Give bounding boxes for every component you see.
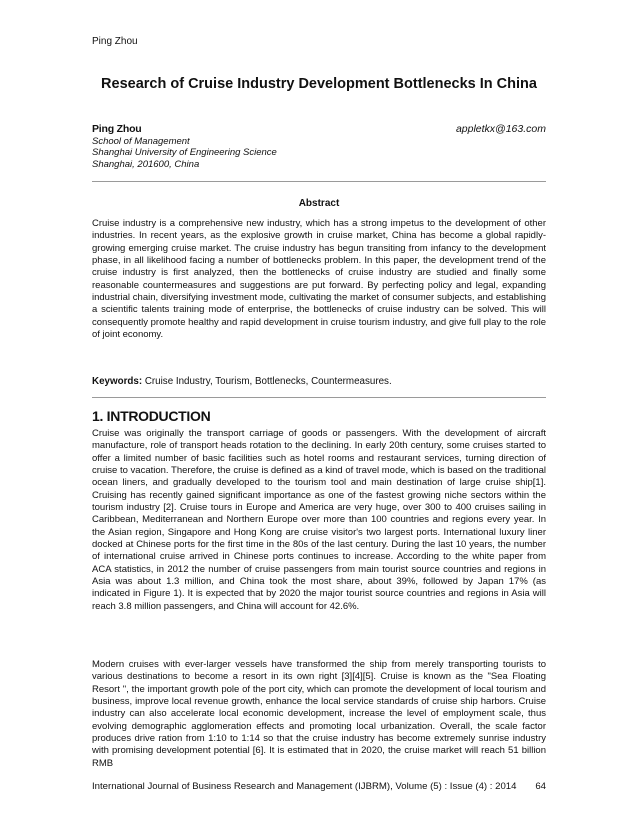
divider <box>92 181 546 182</box>
keywords <box>92 376 546 387</box>
affiliation-line: Shanghai University of Engineering Science <box>92 147 277 158</box>
page-number: 64 <box>535 781 546 792</box>
footer-journal: International Journal of Business Research and Management (IJBRM), Volume (5) : Issue (4) : 2014 <box>92 781 517 792</box>
paper-title: Research of Cruise Industry Development Bottlenecks In China <box>101 76 537 92</box>
divider <box>92 397 546 398</box>
affiliation-line: Shanghai, 201600, China <box>92 158 200 170</box>
abstract-text: Cruise industry is a comprehensive new industry, which has a strong impetus to the development of other industries. In recent years, as the explosive growth in cruise market, China has become a global rapidly-growing emerging cruise market. The cruise industry has begun transiting from infancy to the development phase, in all likelihood facing a number of bottlenecks problem. In this paper, the development trend of the cruise industry is first analyzed, then the bottlenecks of cruise industry are studied and finally some reasonable countermeasures and suggestions are put forward. By perfecting policy and legal, expanding industrial chain, diversifying investment mode, cultivating the market of consumer subjects, and establishing a scientific talents training mode of enterprise, the bottlenecks of cruise industry can be solved. This will consequently promote healthy and rapid development in cruise tourism industry, and give full play to the role of joint economy. <box>92 218 546 341</box>
keywords-text: Cruise Industry, Tourism, Bottlenecks, Countermeasures. <box>144 376 392 387</box>
page-footer <box>92 781 546 792</box>
introduction-paragraph-2: Modern cruises with ever-larger vessels have transformed the ship from merely transporting tourists to various destinations to become a resort in its own right [3][4][5]. Cruise is known as the "Sea Floating Resort ", the important growth pole of the port city, which can promote the development of local tourism and business, improve local revenue growth, enhance the local service standards of cruise ship harbors. Cruise industry can also accelerate local economic development, increase the level of employment scale, thus evolving demographic agglomeration effects and promoting local urbanization. Overall, the scale factor produces drive ration from 1:10 to 1:14 so that the cruise industry has become extremely sunrise industry with promising development potential [6]. It is estimated that in 2020, the cruise market will reach 51 billion RMB <box>92 659 546 769</box>
author-email: appletkx@163.com <box>455 123 546 135</box>
abstract-heading: Abstract <box>298 198 340 209</box>
running-head: Ping Zhou <box>92 36 138 47</box>
introduction-paragraph-1: Cruise was originally the transport carriage of goods or passengers. With the development of aircraft manufacture, role of transport heads rotation to the declining. In early 20th century, some cruises started to offer a limited number of basic facilities such as hotel rooms and restaurant services, turning direction of cruise to vacation. Therefore, the cruise is defined as a kind of travel mode, which is based on the traditional ocean liners, and gradually developed to the tourism tool and main destination of large cruise ship[1]. Cruising has recently gained significant importance as one of the fastest growing niche sectors within the tourism industry [2]. Cruise tours in Europe and America are very huge, over 300 to 400 cruises sailing in Caribbean, Mediterranean and Northern Europe over more than 100 countries and regions every year. In the Asian region, Singapore and Hong Kong are cruise visitor's two largest ports. International luxury liner docked at Chinese ports for the first time in the 80s of the last century. During the last 10 years, the number of international cruise arrived in Chinese ports continues to increase. According to the white paper from ACA statistics, in 2012 the number of cruise passengers from main tourist source countries and regions in Asia was about 1.3 million, and China took the most share, about 39%, followed by Japan 17% (as indicated in Figure 1). It is expected that by 2020 the major tourist source countries and regions in Asia will reach 3.8 million passengers, and China will account for 42.6%. <box>92 428 546 612</box>
keywords-label: Keywords: <box>92 376 143 387</box>
section-heading-introduction: 1. INTRODUCTION <box>92 408 211 424</box>
author-name: Ping Zhou <box>92 123 142 135</box>
affiliation-line: School of Management <box>92 135 190 147</box>
author-block <box>92 124 546 170</box>
